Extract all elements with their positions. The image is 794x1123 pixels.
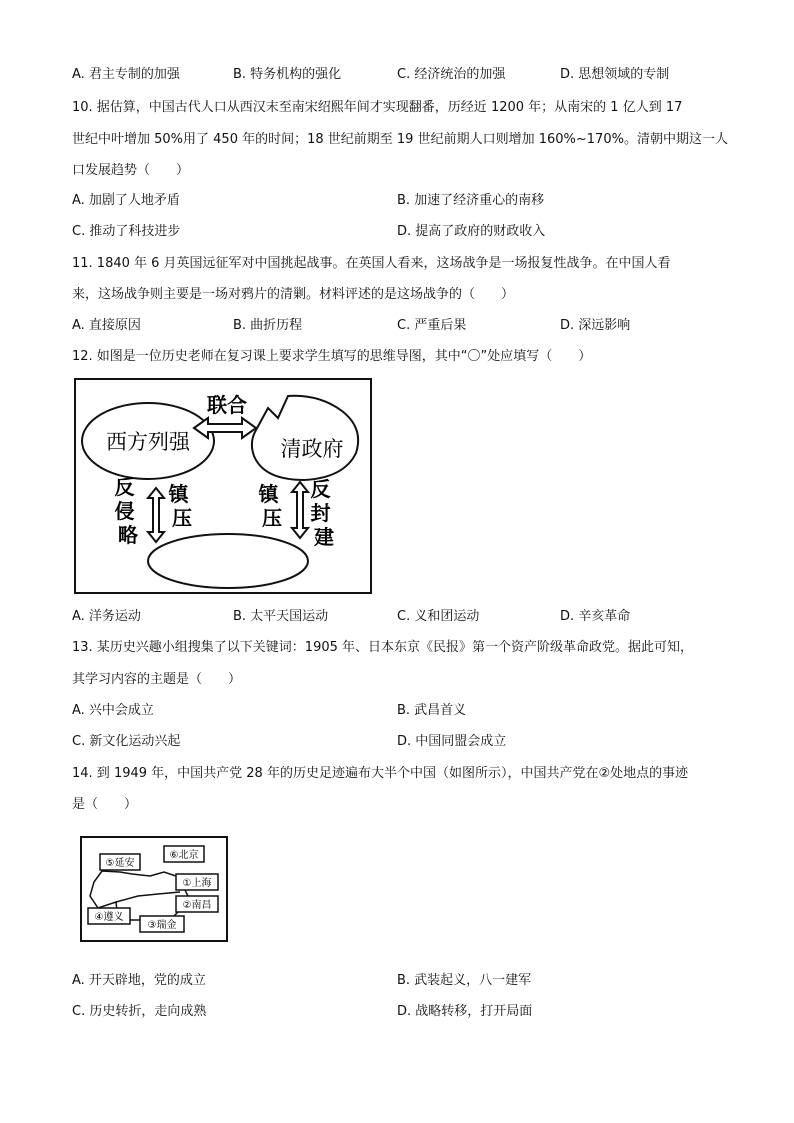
q10-stem-line-1: 10. 据估算，中国古代人口从西汉末至南宋绍熙年间才实现翻番，历经近 1200 年；从南宋的 1 亿人到 17	[72, 100, 683, 115]
q12-stem-line-1: 12. 如图是一位历史老师在复习课上要求学生填写的思维导图，其中“〇”处应填写（ ）	[72, 349, 592, 364]
q10-stem-line-3: 口发展趋势（ ）	[72, 163, 190, 178]
q10-stem-line-2: 世纪中叶增加 50%用了 450 年的时间；18 世纪前期至 19 世纪前期人口则增加 160%~170%。清朝中期这一人	[72, 132, 728, 147]
q13-option-d: D. 中国同盟会成立	[397, 734, 507, 749]
suppress-left-char-2: 压	[172, 506, 192, 530]
q9-option-a: A. 君主专制的加强	[72, 67, 180, 82]
q13-option-b: B. 武昌首义	[397, 703, 467, 718]
q11-option-a: A. 直接原因	[72, 318, 141, 333]
alliance-label: 联合	[207, 393, 247, 417]
q12-option-b: B. 太平天国运动	[233, 609, 329, 624]
ruijin-label: ③瑞金	[147, 920, 177, 931]
blank-answer-ellipse	[148, 534, 308, 588]
q12-option-a: A. 洋务运动	[72, 609, 141, 624]
q11-option-d: D. 深远影响	[560, 318, 631, 333]
suppress-right-char-2: 压	[262, 506, 282, 530]
nanchang-label: ②南昌	[182, 900, 212, 911]
anti-aggression-char-2: 侵	[114, 499, 135, 523]
q14-option-c: C. 历史转折，走向成熟	[72, 1004, 207, 1019]
western-powers-label: 西方列强	[106, 430, 190, 454]
q10-option-b: B. 加速了经济重心的南移	[397, 193, 545, 208]
suppress-right-label	[259, 482, 286, 530]
party-history-map	[80, 836, 228, 942]
q14-stem-line-1: 14. 到 1949 年，中国共产党 28 年的历史足迹遍布大半个中国（如图所示），中国共产党在②处地点的事迹	[72, 766, 689, 781]
suppress-left-char-1: 镇	[168, 482, 189, 506]
q12-option-c: C. 义和团运动	[397, 609, 480, 624]
q11-stem-line-2: 来，这场战争则主要是一场对鸦片的清剿。材料评述的是这场战争的（ ）	[72, 287, 515, 302]
yanan-label: ⑤延安	[105, 858, 135, 869]
anti-feudal-char-3: 建	[314, 525, 334, 549]
q13-stem-line-1: 13. 某历史兴趣小组搜集了以下关键词：1905 年、日本东京《民报》第一个资产阶级革命政党。据此可知，	[72, 640, 694, 655]
q11-option-c: C. 严重后果	[397, 318, 467, 333]
q9-option-c: C. 经济统治的加强	[397, 67, 506, 82]
anti-aggression-label	[115, 475, 142, 547]
suppress-right-char-1: 镇	[258, 482, 279, 506]
q9-option-d: D. 思想领域的专制	[560, 67, 670, 82]
q9-option-b: B. 特务机构的强化	[233, 67, 342, 82]
q11-option-b: B. 曲折历程	[233, 318, 303, 333]
anti-feudal-label	[311, 477, 338, 549]
q13-option-a: A. 兴中会成立	[72, 703, 154, 718]
q10-option-d: D. 提高了政府的财政收入	[397, 224, 546, 239]
q10-option-a: A. 加剧了人地矛盾	[72, 193, 180, 208]
q14-option-b: B. 武装起义，八一建军	[397, 973, 532, 988]
q14-option-a: A. 开天辟地，党的成立	[72, 973, 206, 988]
q13-option-c: C. 新文化运动兴起	[72, 734, 181, 749]
anti-feudal-char-1: 反	[310, 477, 331, 501]
anti-feudal-char-2: 封	[310, 501, 331, 525]
anti-aggression-char-1: 反	[114, 475, 135, 499]
q13-stem-line-2: 其学习内容的主题是（ ）	[72, 672, 242, 687]
shanghai-label: ①上海	[182, 878, 212, 889]
qing-government-label: 清政府	[280, 437, 344, 461]
suppress-left-label	[169, 482, 196, 530]
q14-stem-line-2: 是（ ）	[72, 797, 138, 812]
q10-option-c: C. 推动了科技进步	[72, 224, 181, 239]
q14-option-d: D. 战略转移，打开局面	[397, 1004, 533, 1019]
mind-map-diagram	[74, 378, 372, 594]
anti-aggression-char-3: 略	[118, 523, 138, 547]
zunyi-label: ④遵义	[94, 912, 124, 923]
beijing-label: ⑥北京	[169, 850, 199, 861]
q12-option-d: D. 辛亥革命	[560, 609, 631, 624]
q11-stem-line-1: 11. 1840 年 6 月英国远征军对中国挑起战事。在英国人看来，这场战争是一场报复性战争。在中国人看	[72, 256, 671, 271]
